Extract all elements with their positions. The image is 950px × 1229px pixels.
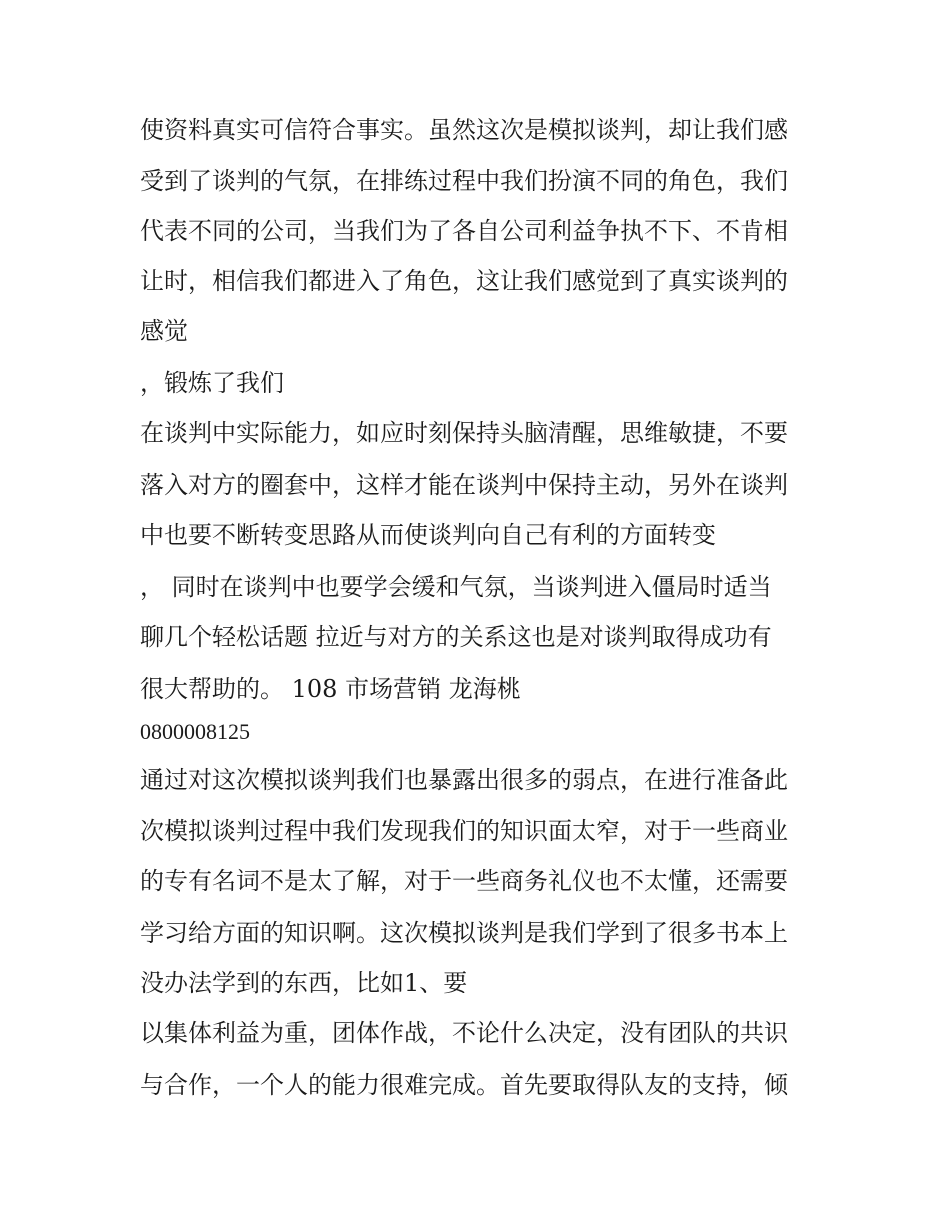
text-line: 聊几个轻松话题 拉近与对方的关系这也是对谈判取得成功有 <box>140 623 772 651</box>
text-line: 学习给方面的知识啊。这次模拟谈判是我们学到了很多书本上 <box>140 919 788 947</box>
text-line: 受到了谈判的气氛，在排练过程中我们扮演不同的角色，我们 <box>140 167 788 195</box>
text-line: 与合作，一个人的能力很难完成。首先要取得队友的支持，倾 <box>140 1071 788 1099</box>
text-line: 通过对这次模拟谈判我们也暴露出很多的弱点，在进行准备此 <box>140 766 788 794</box>
text-line: 代表不同的公司，当我们为了各自公司利益争执不下、不肯相 <box>140 217 788 245</box>
text-line: 以集体利益为重，团体作战，不论什么决定，没有团队的共识 <box>140 1019 788 1047</box>
text-line: 的专有名词不是太了解，对于一些商务礼仪也不太懂，还需要 <box>140 867 788 895</box>
text-line: 没办法学到的东西，比如1、要 <box>140 969 468 997</box>
text-line: 次模拟谈判过程中我们发现我们的知识面太窄，对于一些商业 <box>140 817 788 845</box>
text-line: 感觉 <box>140 317 188 345</box>
text-line: 落入对方的圈套中，这样才能在谈判中保持主动，另外在谈判 <box>140 471 788 499</box>
text-line: 在谈判中实际能力，如应时刻保持头脑清醒，思维敏捷，不要 <box>140 419 788 447</box>
text-line: 很大帮助的。 108 市场营销 龙海桃 <box>140 675 521 703</box>
text-line: 让时，相信我们都进入了角色，这让我们感觉到了真实谈判的 <box>140 267 788 295</box>
text-line: ， 同时在谈判中也要学会缓和气氛，当谈判进入僵局时适当 <box>140 573 772 601</box>
text-line: ，锻炼了我们 <box>140 369 284 397</box>
text-line: 使资料真实可信符合事实。虽然这次是模拟谈判，却让我们感 <box>140 116 788 144</box>
text-line-id-number: 0800008125 <box>140 719 250 744</box>
text-line: 中也要不断转变思路从而使谈判向自己有利的方面转变 <box>140 521 716 549</box>
